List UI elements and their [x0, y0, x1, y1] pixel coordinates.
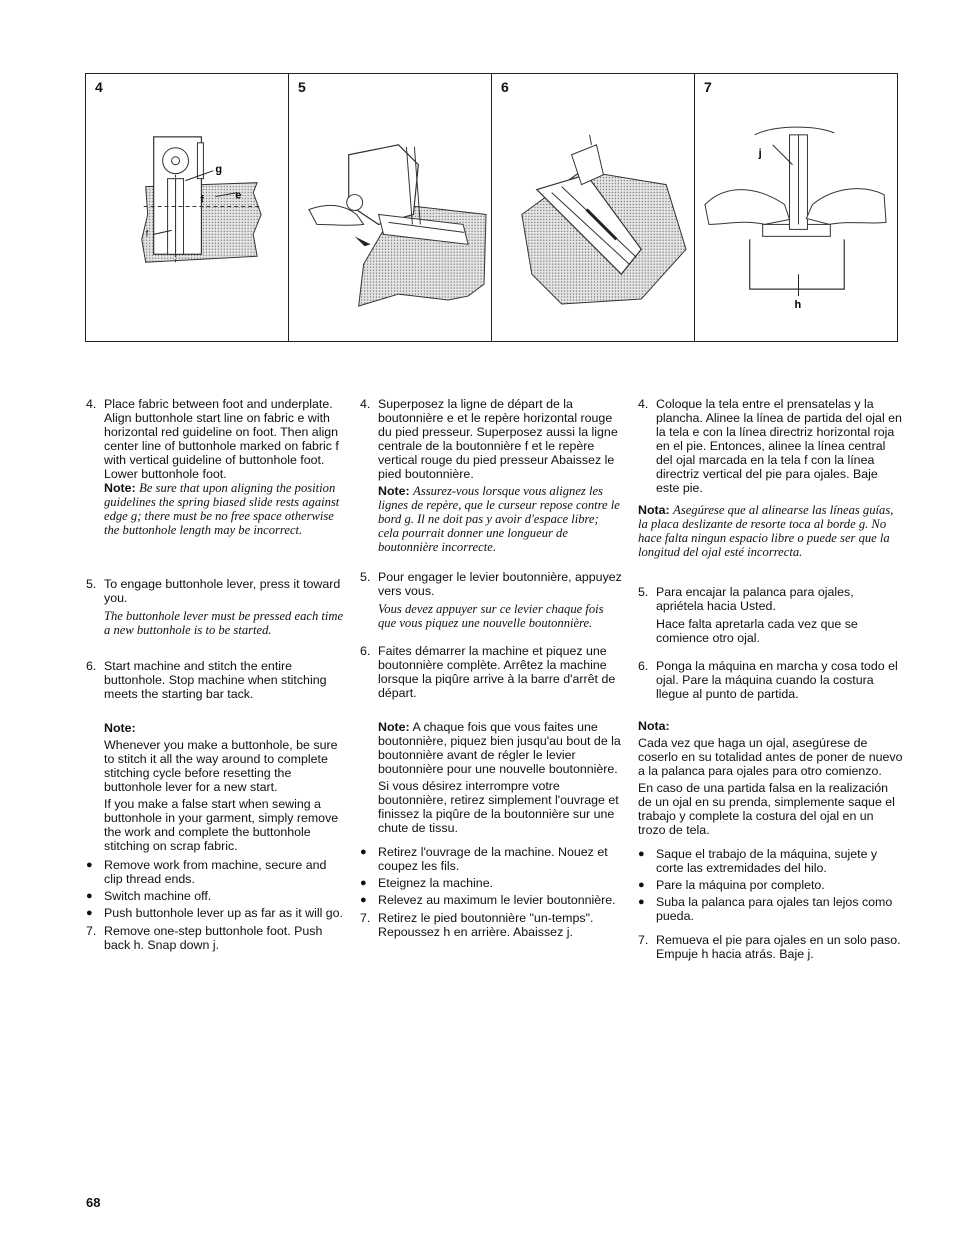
step-5-note: Hace falta apretarla cada vez que se comience otro ojal. — [656, 617, 858, 645]
step-5: 5. To engage buttonhole lever, press it toward you. — [86, 577, 341, 605]
note-paragraph-1: Whenever you make a buttonhole, be sure to stitch it all the way around to complete stitching cycle before resetting the buttonhole lever for a new start. — [104, 738, 338, 794]
bullet-item: ● Remove work from machine, secure and clip thread ends. — [86, 858, 327, 886]
figure-panel-5 — [289, 74, 492, 341]
step-7: 7. Remueva el pie para ojales en un solo paso. Empuje h hacia atrás. Baje j. — [638, 933, 901, 961]
note-paragraph-2: If you make a false start when sewing a buttonhole in your garment, simply remove the work and complete the buttonhole stitching on scrap fabric. — [104, 797, 339, 853]
figure-number: 6 — [501, 79, 509, 95]
figure-panel-7 — [695, 74, 897, 341]
bullet-item: ● Switch machine off. — [86, 889, 212, 903]
spanish-column — [638, 397, 904, 961]
label-e: e — [235, 189, 242, 202]
press-lever-illustration — [289, 74, 491, 341]
step-4-note: Note: Assurez-vous lorsque vous alignez les lignes de repère, que le curseur repose contre le bord g. Il ne doit pas y avoir d'espace libre; cela pourrait donner une longueur de boutonnière incorrecte. — [378, 484, 620, 554]
step-6: 6. Ponga la máquina en marcha y cosa todo el ojal. Pare la máquina cuando la costura llegue al punto de partida. — [638, 659, 898, 701]
step-4-note: Nota: Asegúrese que al alinearse las líneas guías, la placa deslizante de resorte toca al borde g. No hace falta ningun espacio libre o puede ser que la longitud del ojal esté incorrecta. — [638, 503, 894, 559]
step-5: 5. Pour engager le levier boutonnière, appuyez vers vous. — [360, 570, 622, 598]
page-number: 68 — [86, 1195, 101, 1210]
bullet-item: ● Eteignez la machine. — [360, 876, 494, 890]
figure-number: 5 — [298, 79, 306, 95]
figure-panel-6 — [492, 74, 695, 341]
step-4: 4. Superposez la ligne de départ de la boutonnière e et le repère horizontal rouge du pied presseur. Superposez aussi la ligne centrale de la boutonnière f et le repère vertical rouge du pied presseur Abaissez le pied boutonnière. — [360, 397, 618, 481]
bullet-item: ● Saque el trabajo de la máquina, sujete y corte las extremidades del hilo. — [638, 847, 878, 875]
note-heading: Note: — [104, 721, 136, 735]
english-column — [86, 397, 348, 952]
figure-number: 4 — [95, 79, 103, 95]
bullet-item: ● Push buttonhole lever up as far as it will go. — [86, 906, 343, 920]
bullet-item: ● Pare la máquina por completo. — [638, 878, 825, 892]
remove-foot-illustration — [695, 74, 897, 341]
step-7: 7. Retirez le pied boutonnière "un-temps". Repoussez h en arrière. Abaissez j. — [360, 911, 594, 939]
step-7: 7. Remove one-step buttonhole foot. Push back h. Snap down j. — [86, 924, 323, 952]
buttonhole-foot-alignment-illustration — [86, 74, 288, 341]
figure-row — [85, 73, 898, 342]
step-5-note: The buttonhole lever must be pressed each time a new buttonhole is to be started. — [104, 609, 344, 637]
note-paragraph-2: En caso de una partida falsa en la realización de un ojal en su prenda, simplemente saque el trabajo y complete la costura del ojal en un trozo de tela. — [638, 781, 895, 837]
figure-number: 7 — [704, 79, 712, 95]
step-6: 6. Faites démarrer la machine et piquez une boutonnière complète. Arrêtez la machine lorsque la piqûre arrive à la barre d'arrêt de départ. — [360, 644, 616, 700]
step-5-note: Vous devez appuyer sur ce levier chaque fois que vous piquez une nouvelle boutonnière. — [378, 602, 604, 630]
note-paragraph-1: Cada vez que haga un ojal, asegúrese de coserlo en su totalidad antes de poner de nuevo a la palanca para ojales para otro comienzo. — [638, 736, 903, 778]
label-h: h — [794, 299, 802, 312]
bullet-item: ● Suba la palanca para ojales tan lejos como pueda. — [638, 895, 893, 923]
step-4: 4. Place fabric between foot and underplate. Align buttonhole start line on fabric e with horizontal red guideline on foot. Then align center line of buttonhole marked on fabric f with vertical guideline of buttonhole foot. Lower buttonhole foot. — [86, 397, 339, 481]
step-4-note: Note: Be sure that upon aligning the position guidelines the spring biased slide rests against edge g; there must be no free space otherwise the buttonhole length may be incorrect. — [104, 481, 340, 537]
label-g: g — [215, 163, 223, 176]
step-6: 6. Start machine and stitch the entire buttonhole. Stop machine when stitching meets the starting bar tack. — [86, 659, 327, 701]
note-paragraph-1: Note: A chaque fois que vous faites une boutonnière, piquez bien jusqu'au bout de la boutonnière avant de régler le levier boutonnière pour une nouvelle boutonnière. — [378, 720, 621, 776]
bullet-item: ● Retirez l'ouvrage de la machine. Nouez et coupez les fils. — [360, 845, 608, 873]
label-f-left: f — [145, 228, 149, 239]
french-column — [360, 397, 622, 939]
step-4: 4. Coloque la tela entre el prensatelas y la plancha. Alinee la línea de partida del ojal en la tela e con la línea directriz horizontal roja en el pie. Entonces, alinee la línea central del ojal marcada en la tela f con la línea directriz vertical del pie para ojales. Baje este pie. — [638, 397, 902, 495]
stitching-buttonhole-illustration — [492, 74, 694, 341]
note-heading: Nota: — [638, 719, 670, 733]
note-paragraph-2: Si vous désirez interrompre votre boutonnière, retirez simplement l'ouvrage et finissez la piqûre de la boutonnière sur une chute de tissu. — [378, 779, 619, 835]
label-j: j — [758, 147, 762, 160]
figure-panel-4 — [86, 74, 289, 341]
bullet-item: ● Relevez au maximum le levier boutonnière. — [360, 893, 616, 907]
step-5: 5. Para encajar la palanca para ojales, apriétela hacia Usted. — [638, 585, 854, 613]
label-f-top: f — [200, 194, 204, 206]
